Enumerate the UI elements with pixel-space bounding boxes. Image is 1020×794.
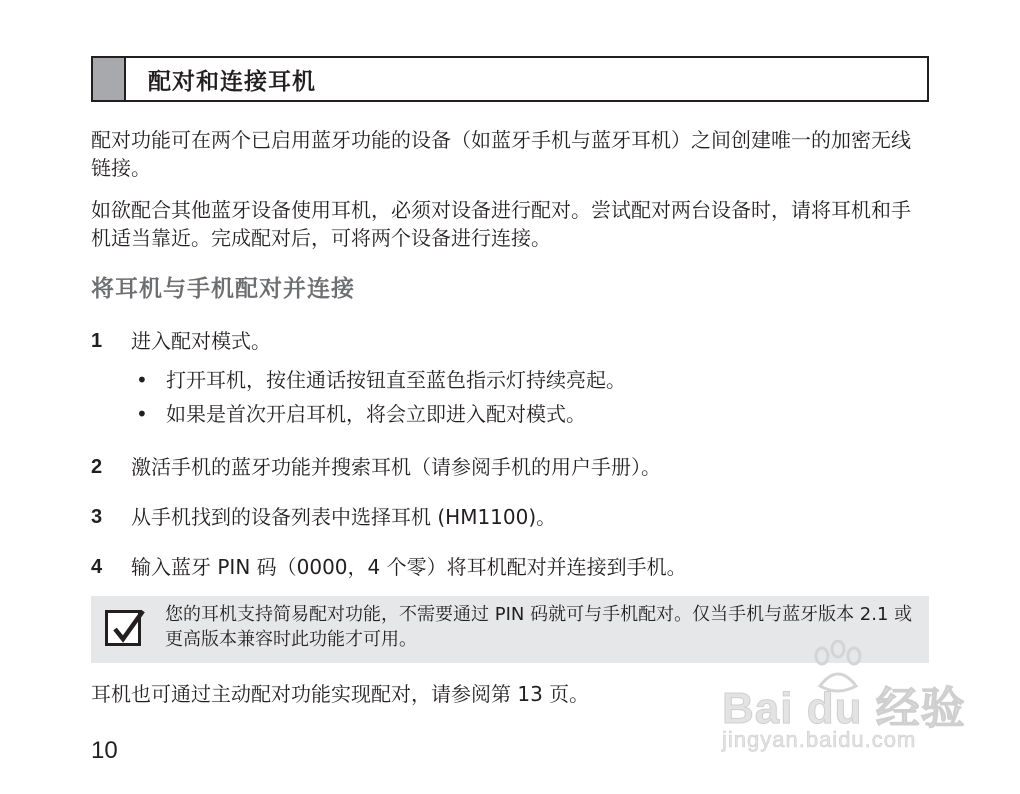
step-number: 3 <box>91 506 103 528</box>
step-3 <box>91 503 556 531</box>
section-header <box>91 56 929 102</box>
watermark <box>722 640 967 755</box>
intro-paragraph-1: 配对功能可在两个已启用蓝牙功能的设备（如蓝牙手机与蓝牙耳机）之间创建唯一的加密无线链接。 <box>91 128 911 180</box>
header-tab <box>93 58 126 100</box>
step-1 <box>91 327 271 355</box>
bullet-dot: • <box>136 368 148 392</box>
footer-paragraph: 耳机也可通过主动配对功能实现配对，请参阅第 13 页。 <box>91 682 590 706</box>
bullet-text: 打开耳机，按住通话按钮直至蓝色指示灯持续亮起。 <box>166 368 626 392</box>
step-2 <box>91 453 661 481</box>
bullet-item-2 <box>136 400 586 428</box>
step-text: 激活手机的蓝牙功能并搜索耳机（请参阅手机的用户手册）。 <box>131 455 661 479</box>
watermark-url: jingyan.baidu.com <box>722 727 917 752</box>
step-text: 输入蓝牙 PIN 码（0000，4 个零）将耳机配对并连接到手机。 <box>131 555 687 579</box>
watermark-brand: Bai du 经验 <box>722 684 966 733</box>
bullet-text: 如果是首次开启耳机，将会立即进入配对模式。 <box>166 402 586 426</box>
step-text: 进入配对模式。 <box>131 329 271 353</box>
page-title: 配对和连接耳机 <box>148 68 316 95</box>
note-text: 您的耳机支持简易配对功能，不需要通过 PIN 码就可与手机配对。仅当手机与蓝牙版本 2.1 或更高版本兼容时此功能才可用。 <box>165 604 913 650</box>
step-number: 2 <box>91 456 103 478</box>
step-number: 1 <box>91 330 103 352</box>
section-subtitle: 将耳机与手机配对并连接 <box>91 276 355 302</box>
step-number: 4 <box>91 556 103 578</box>
intro-paragraph-2: 如欲配合其他蓝牙设备使用耳机，必须对设备进行配对。尝试配对两台设备时，请将耳机和手机适当靠近。完成配对后，可将两个设备进行连接。 <box>91 198 911 250</box>
checkbox-icon <box>105 610 141 646</box>
page-number: 10 <box>91 737 118 764</box>
bullet-item-1 <box>136 366 626 394</box>
step-4 <box>91 553 687 581</box>
bullet-dot: • <box>136 402 148 426</box>
step-text: 从手机找到的设备列表中选择耳机 (HM1100)。 <box>131 505 557 529</box>
